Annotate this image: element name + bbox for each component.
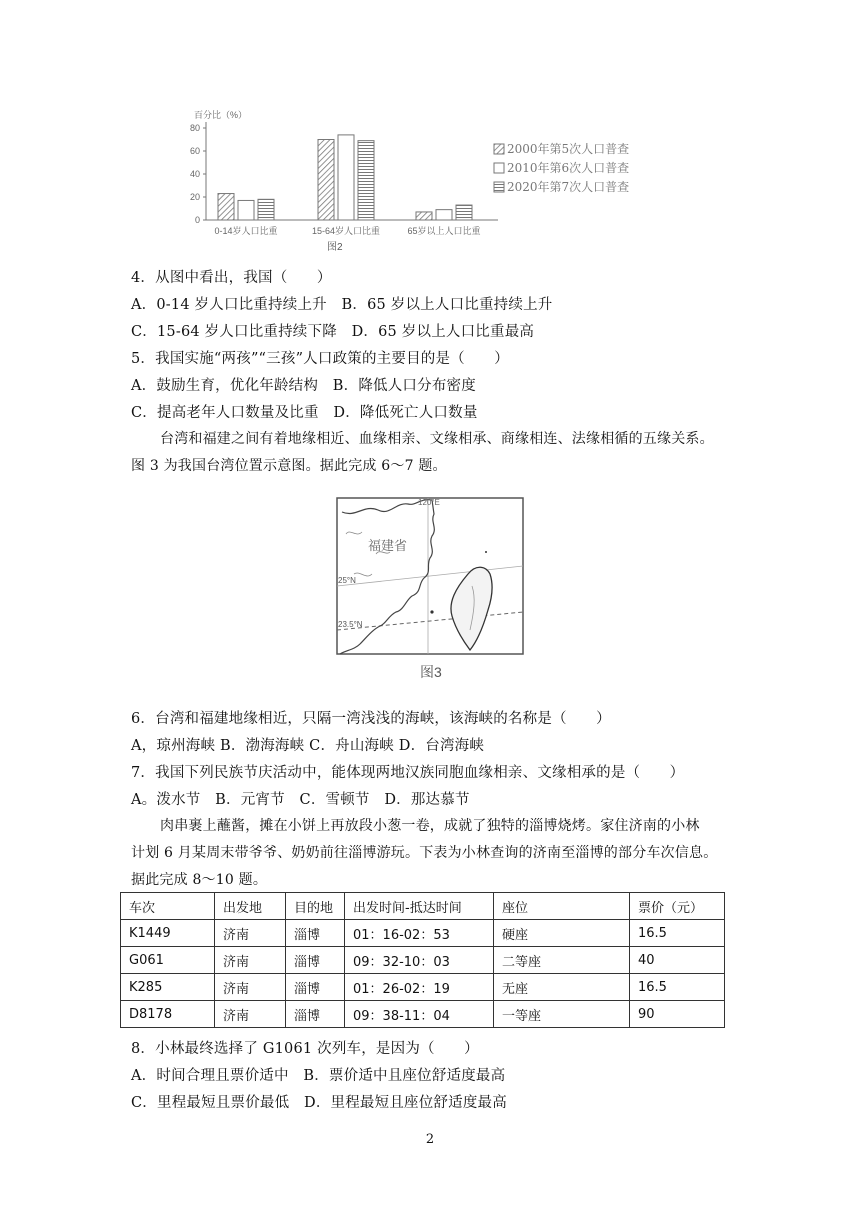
y-tick-label: 80 (189, 123, 200, 133)
table-cell: 二等座 (494, 947, 630, 974)
bar (436, 210, 452, 220)
table-row (121, 947, 725, 974)
table-cell: 济南 (215, 947, 286, 974)
table-cell: 淄博 (286, 1001, 345, 1028)
table-cell: 硬座 (494, 920, 630, 947)
table-cell: 淄博 (286, 920, 345, 947)
table-cell: 淄博 (286, 947, 345, 974)
category-label: 65岁以上人口比重 (407, 226, 481, 236)
table-header-cell: 出发地 (215, 893, 286, 920)
taiwan-location-map (336, 494, 526, 686)
table-cell: D8178 (121, 1001, 215, 1028)
q6-options: A，琼州海峡 B．渤海海峡 C．舟山海峡 D．台湾海峡 (131, 738, 485, 754)
passage-taiwan-line1: 台湾和福建之间有着地缘相近、血缘相亲、文缘相承、商缘相连、法缘相循的五缘关系。 (160, 431, 714, 447)
q7-options: A。泼水节 B．元宵节 C．雪顿节 D．那达慕节 (131, 792, 470, 808)
bar (416, 212, 432, 220)
bar (318, 140, 334, 221)
table-cell: 16.5 (630, 974, 725, 1001)
category-label: 15-64岁人口比重 (311, 226, 381, 236)
y-tick-label: 60 (189, 146, 200, 156)
bar (338, 135, 354, 220)
table-cell: G061 (121, 947, 215, 974)
q8-stem: 8．小林最终选择了 G1061 次列车，是因为（ ） (131, 1041, 479, 1057)
q8-options-line1: A．时间合理且票价适中 B．票价适中且座位舒适度最高 (131, 1068, 506, 1084)
bar (218, 194, 234, 220)
bar (258, 199, 274, 220)
table-cell: 09：32-10：03 (345, 947, 494, 974)
table-cell: 济南 (215, 920, 286, 947)
category-label: 0-14岁人口比重 (214, 226, 278, 236)
q4-stem: 4．从图中看出，我国（ ） (131, 270, 332, 286)
table-cell: 09：38-11：04 (345, 1001, 494, 1028)
table-header-cell: 座位 (494, 893, 630, 920)
table-row (121, 920, 725, 947)
table-cell: K1449 (121, 920, 215, 947)
q8-options-line2: C．里程最短且票价最低 D．里程最短且座位舒适度最高 (131, 1095, 507, 1111)
longitude-label: 120°E (418, 498, 440, 507)
y-axis-label: 百分比（%） (194, 110, 248, 120)
table-header-cell: 目的地 (286, 893, 345, 920)
passage-zibo-line2: 计划 6 月某周末带爷爷、奶奶前往淄博游玩。下表为小林查询的济南至淄博的部分车次信息。 (131, 845, 718, 861)
y-tick-label: 40 (189, 169, 200, 179)
page-number: 2 (425, 1132, 435, 1147)
province-label: 福建省 (368, 538, 408, 553)
q7-stem: 7．我国下列民族节庆活动中，能体现两地汉族同胞血缘相亲、文缘相承的是（ ） (131, 765, 685, 781)
table-cell: 16.5 (630, 920, 725, 947)
q5-stem: 5．我国实施“两孩”“三孩”人口政策的主要目的是（ ） (131, 351, 509, 367)
q4-options-line1: A．0-14 岁人口比重持续上升 B．65 岁以上人口比重持续上升 (131, 297, 553, 313)
legend-label: 2020年第7次人口普查 (507, 180, 630, 194)
table-cell: 01：16-02：53 (345, 920, 494, 947)
table-cell: 一等座 (494, 1001, 630, 1028)
table-cell: K285 (121, 974, 215, 1001)
table-cell: 济南 (215, 1001, 286, 1028)
table-cell: 济南 (215, 974, 286, 1001)
legend-label: 2000年第5次人口普查 (507, 142, 630, 156)
latitude-23-5-label: 23.5°N (338, 620, 363, 629)
legend-swatch (494, 144, 504, 154)
table-row (121, 1001, 725, 1028)
bar (238, 200, 254, 220)
bar (358, 141, 374, 220)
table-cell: 淄博 (286, 974, 345, 1001)
table-header-cell: 车次 (121, 893, 215, 920)
legend-label: 2010年第6次人口普查 (507, 161, 630, 175)
y-tick-label: 0 (194, 215, 200, 225)
passage-taiwan-line2: 图 3 为我国台湾位置示意图。据此完成 6～7 题。 (131, 458, 447, 474)
latitude-25-label: 25°N (338, 576, 356, 585)
table-row (121, 974, 725, 1001)
bar (456, 205, 472, 220)
passage-zibo-line1: 肉串裹上蘸酱，摊在小饼上再放段小葱一卷，成就了独特的淄博烧烤。家住济南的小林 (160, 818, 700, 834)
q6-stem: 6．台湾和福建地缘相近，只隔一湾浅浅的海峡，该海峡的名称是（ ） (131, 711, 611, 727)
passage-zibo-line3: 据此完成 8～10 题。 (131, 872, 268, 888)
table-cell: 40 (630, 947, 725, 974)
y-tick-label: 20 (189, 192, 200, 202)
q4-options-line2: C．15-64 岁人口比重持续下降 D．65 岁以上人口比重最高 (131, 324, 535, 340)
table-header-row (121, 893, 725, 920)
table-cell: 01：26-02：19 (345, 974, 494, 1001)
chart-caption: 图2 (327, 242, 343, 253)
legend-swatch (494, 182, 504, 192)
q5-options-line1: A．鼓励生育，优化年龄结构 B．降低人口分布密度 (131, 378, 476, 394)
population-age-chart (180, 108, 660, 258)
table-header-cell: 票价（元） (630, 893, 725, 920)
q5-options-line2: C．提高老年人口数量及比重 D．降低死亡人口数量 (131, 405, 478, 421)
legend-swatch (494, 163, 504, 173)
table-header-cell: 出发时间-抵达时间 (345, 893, 494, 920)
table-cell: 90 (630, 1001, 725, 1028)
table-cell: 无座 (494, 974, 630, 1001)
train-schedule-table (120, 892, 725, 1028)
map-caption: 图3 (420, 664, 442, 680)
